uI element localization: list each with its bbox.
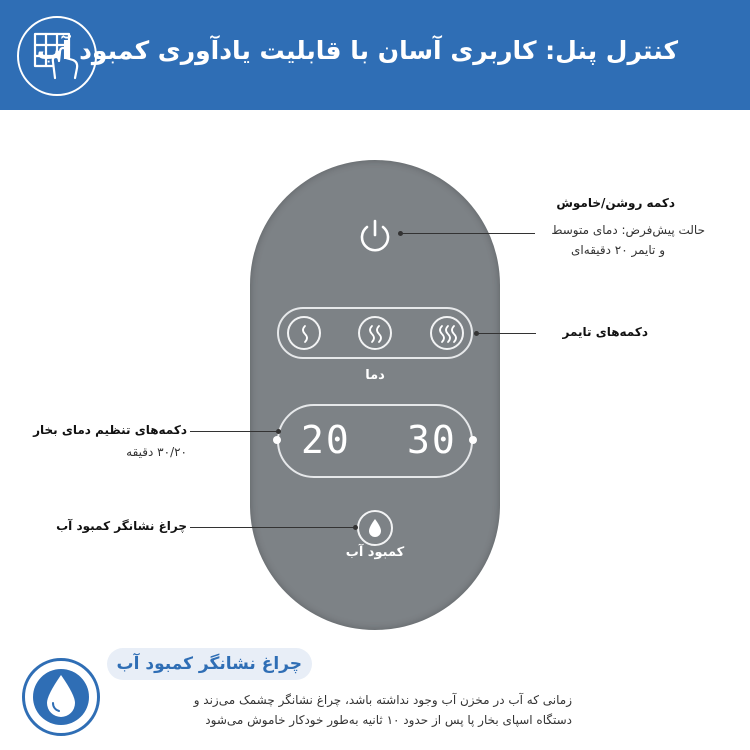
- timer-callout-line: [476, 333, 536, 334]
- timer-display: [277, 404, 473, 478]
- steam-high-icon: [438, 323, 458, 345]
- power-icon: [355, 216, 395, 256]
- water-callout-title: چراغ نشانگر کمبود آب: [56, 519, 187, 533]
- water-callout-line: [190, 527, 355, 528]
- bottom-description-line2: دستگاه اسپای بخار پا پس از حدود ۱۰ ثانیه به‌طور خودکار خاموش می‌شود: [205, 713, 572, 727]
- steam-callout-title: دکمه‌های تنظیم دمای بخار: [33, 423, 187, 437]
- power-callout-line1: حالت پیش‌فرض: دمای متوسط: [551, 223, 705, 237]
- steam-callout-sub: ۳۰/۲۰ دقیقه: [126, 445, 187, 459]
- water-callout-dot: [353, 525, 358, 530]
- steam-callout-line: [190, 431, 278, 432]
- bottom-description: [112, 690, 572, 730]
- page-title: کنترل پنل: کاربری آسان با قابلیت یادآوری کمبود آب: [36, 36, 678, 65]
- control-panel: [250, 160, 500, 630]
- power-callout-dot: [398, 231, 403, 236]
- power-callout-title: دکمه روشن/خاموش: [556, 196, 675, 210]
- timer-button-mid[interactable]: [358, 316, 392, 350]
- temperature-label: دما: [365, 368, 385, 383]
- water-drop-icon-large: [41, 671, 81, 721]
- timer-button-high[interactable]: [430, 316, 464, 350]
- timer-callout-dot: [474, 331, 479, 336]
- display-left-value[interactable]: 20: [301, 418, 351, 462]
- water-shortage-label: کمبود آب: [345, 545, 405, 560]
- display-left-dot: [273, 436, 281, 444]
- timer-callout-title: دکمه‌های تایمر: [562, 325, 648, 339]
- power-button[interactable]: [355, 216, 395, 256]
- power-callout-line2: و تایمر ۲۰ دقیقه‌ای: [571, 243, 665, 257]
- water-drop-badge: [22, 658, 100, 736]
- timer-button-low[interactable]: [287, 316, 321, 350]
- header-banner: [0, 0, 750, 110]
- display-right-dot: [469, 436, 477, 444]
- steam-mid-icon: [366, 323, 386, 345]
- steam-low-icon: [295, 323, 315, 345]
- water-drop-icon: [368, 518, 382, 538]
- bottom-section-title: چراغ نشانگر کمبود آب: [107, 648, 312, 680]
- steam-callout-dot: [276, 429, 281, 434]
- timer-button-group: [277, 307, 473, 359]
- bottom-description-line1: زمانی که آب در مخزن آب وجود نداشته باشد، چراغ نشانگر چشمک می‌زند و: [193, 693, 572, 707]
- power-callout-line: [400, 233, 535, 234]
- water-indicator-light: [357, 510, 393, 546]
- display-right-value[interactable]: 30: [407, 418, 457, 462]
